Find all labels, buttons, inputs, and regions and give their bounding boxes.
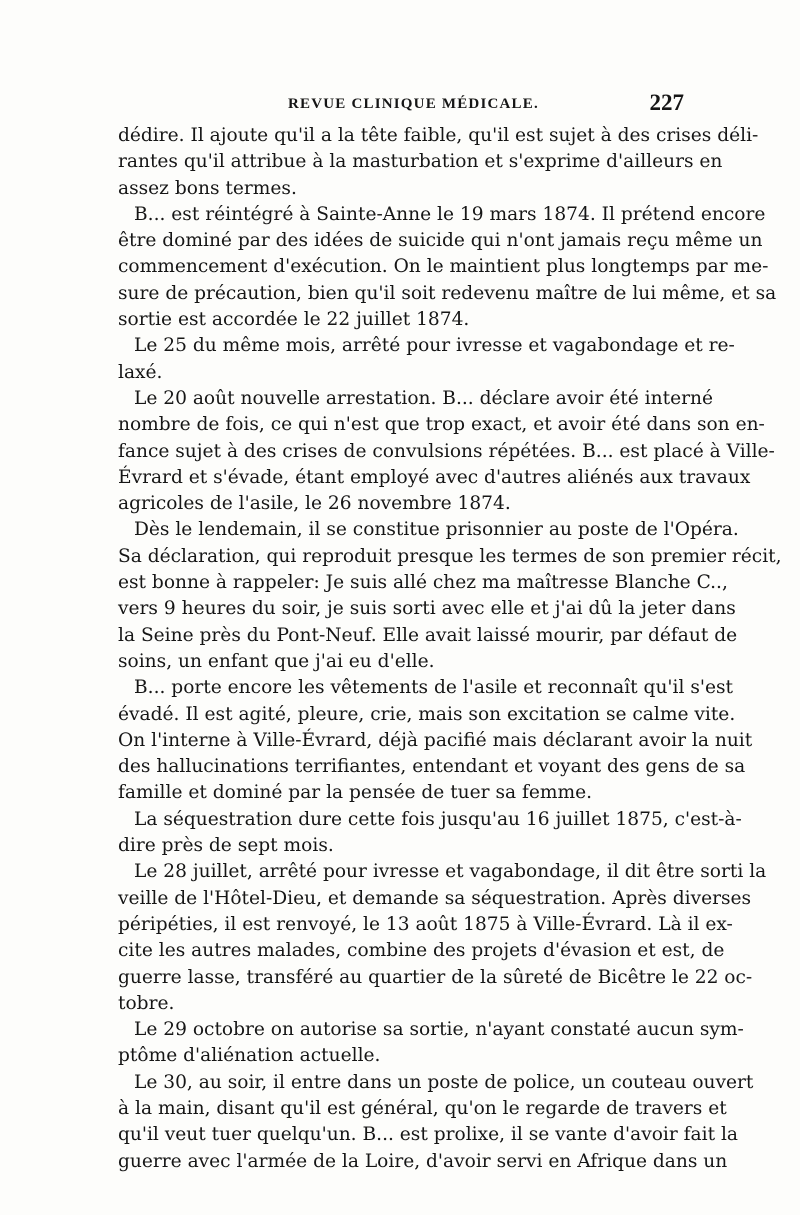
body-text [118,123,782,1175]
text-line: tobre. [118,992,175,1014]
text-line: Le 20 août nouvelle arrestation. B... déclare avoir été interné [134,387,713,409]
text-line: Le 29 octobre on autorise sa sortie, n'ayant constaté aucun sym- [134,1019,744,1041]
text-line: Le 30, au soir, il entre dans un poste de police, un couteau ouvert [134,1071,754,1093]
text-line: sortie est accordée le 22 juillet 1874. [118,309,470,331]
text-line: péripéties, il est renvoyé, le 13 août 1875 à Ville-Évrard. Là il ex- [118,913,733,935]
text-line: B... est réintégré à Sainte-Anne le 19 mars 1874. Il prétend encore [134,203,766,225]
paragraph [118,386,775,517]
text-line: évadé. Il est agité, pleure, crie, mais son excitation se calme vite. [118,703,736,725]
text-line: Le 28 juillet, arrêté pour ivresse et vagabondage, il dit être sorti la [134,861,767,883]
text-line: Le 25 du même mois, arrêté pour ivresse et vagabondage et re- [134,335,735,357]
paragraph [118,517,782,675]
text-line: veille de l'Hôtel-Dieu, et demande sa séquestration. Après diverses [118,887,752,909]
text-line: qu'il veut tuer quelqu'un. B... est prolixe, il se vante d'avoir fait la [118,1124,739,1146]
text-line: nombre de fois, ce qui n'est que trop exact, et avoir été dans son en- [118,414,765,436]
text-line: être dominé par des idées de suicide qui n'ont jamais reçu même un [118,230,763,252]
text-line: Évrard et s'évade, étant employé avec d'autres aliénés aux travaux [118,466,751,488]
text-line: agricoles de l'asile, le 26 novembre 1874. [118,493,511,515]
text-line: Dès le lendemain, il se constitue prisonnier au poste de l'Opéra. [134,519,739,541]
text-line: vers 9 heures du soir, je suis sorti avec elle et j'ai dû la jeter dans [118,598,736,620]
paragraph [118,333,735,386]
running-head [118,90,684,120]
text-line: dédire. Il ajoute qu'il a la tête faible, qu'il est sujet à des crises déli- [118,125,759,146]
text-line: guerre lasse, transféré au quartier de la sûreté de Bicêtre le 22 oc- [118,966,753,988]
page-number: 227 [649,90,684,115]
text-line: la Seine près du Pont-Neuf. Elle avait laissé mourir, par défaut de [118,624,738,646]
paragraph [118,859,767,1017]
text-line: cite les autres malades, combine des projets d'évasion et est, de [118,940,725,962]
text-line: sure de précaution, bien qu'il soit redevenu maître de lui même, et sa [118,282,777,304]
text-line: ptôme d'aliénation actuelle. [118,1045,381,1067]
paragraph [118,123,759,202]
text-line: fance sujet à des crises de convulsions répétées. B... est placé à Ville- [118,440,775,462]
text-line: On l'interne à Ville-Évrard, déjà pacifié mais déclarant avoir la nuit [118,729,753,751]
paragraph [118,1017,744,1070]
text-line: La séquestration dure cette fois jusqu'au 16 juillet 1875, c'est-à- [134,808,742,830]
text-line: soins, un enfant que j'ai eu d'elle. [118,650,435,672]
text-line: à la main, disant qu'il est général, qu'on le regarde de travers et [118,1097,727,1119]
text-line: guerre avec l'armée de la Loire, d'avoir servi en Afrique dans un [118,1150,728,1172]
paragraph [118,807,742,860]
text-line: est bonne à rappeler: Je suis allé chez ma maîtresse Blanche C.., [118,572,728,594]
text-line: assez bons termes. [118,177,297,199]
text-line: Sa déclaration, qui reproduit presque les termes de son premier récit, [118,545,782,567]
text-line: commencement d'exécution. On le maintient plus longtemps par me- [118,256,769,278]
text-line: rantes qu'il attribue à la masturbation et s'exprime d'ailleurs en [118,151,723,173]
text-line: laxé. [118,361,163,383]
paragraph [118,202,777,333]
text-line: dire près de sept mois. [118,835,334,857]
paragraph [118,675,753,806]
text-line: des hallucinations terrifiantes, entendant et voyant des gens de sa [118,756,746,778]
journal-title: REVUE CLINIQUE MÉDICALE. [288,96,539,112]
paragraph [118,1070,754,1175]
text-line: famille et dominé par la pensée de tuer sa femme. [118,782,593,804]
text-line: B... porte encore les vêtements de l'asile et reconnaît qu'il s'est [134,677,734,699]
